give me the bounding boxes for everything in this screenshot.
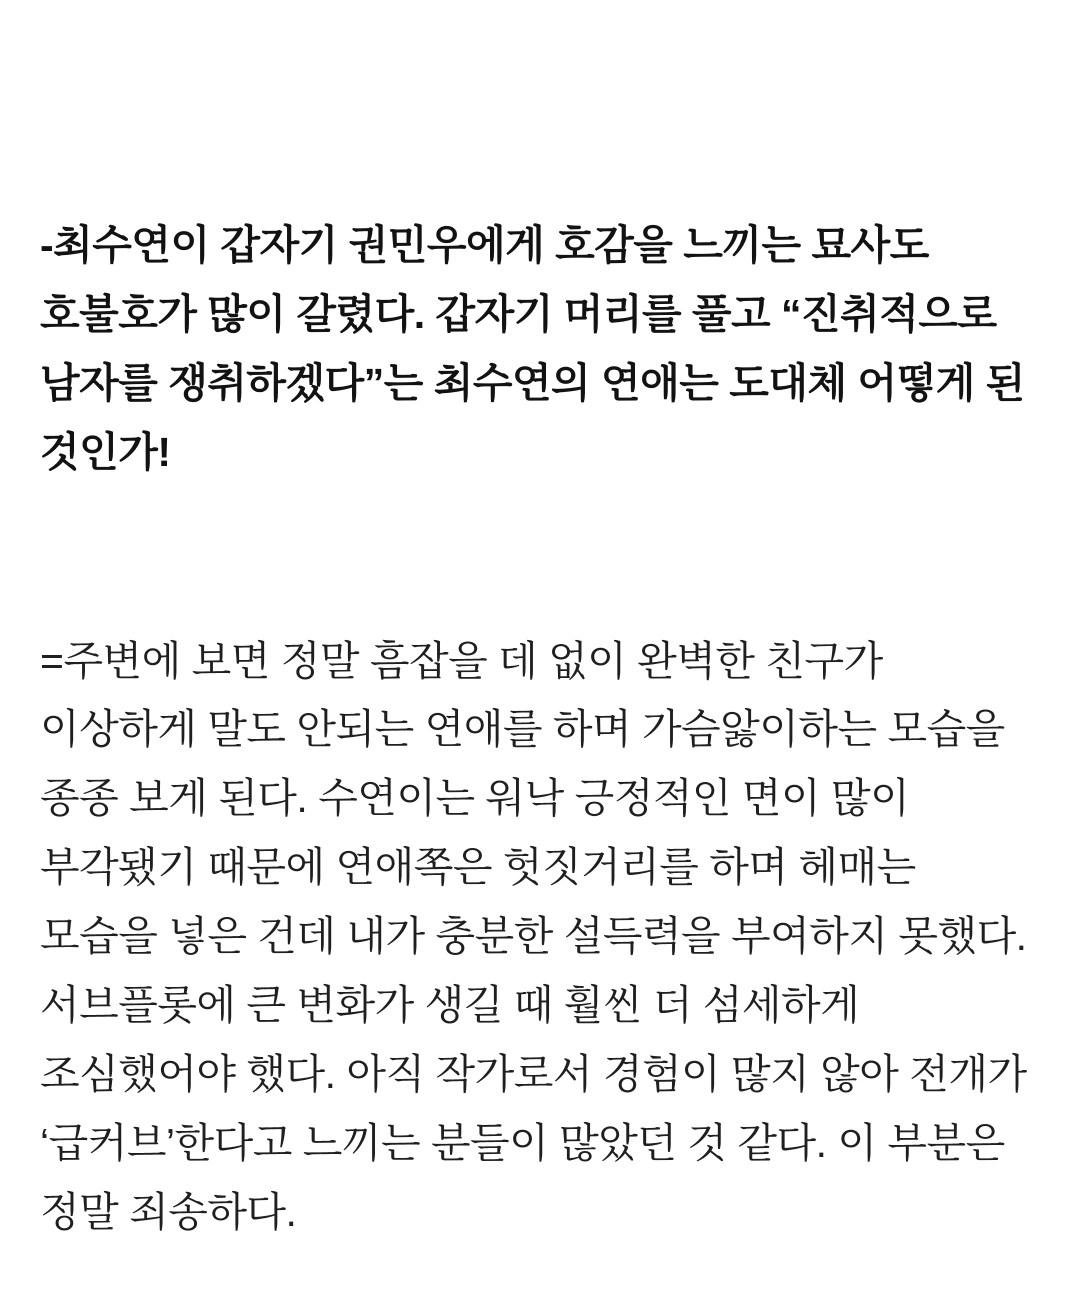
interview-question-paragraph: -최수연이 갑자기 권민우에게 호감을 느끼는 묘사도 호불호가 많이 갈렸다. 갑자기 머리를 풀고 “진취적으로 남자를 쟁취하겠다”는 최수연의 연애는 도대체 어떻게 된 것인가!	[40, 222, 1025, 475]
paragraph-spacer	[40, 528, 1038, 586]
interview-answer-paragraph: =주변에 보면 정말 흠잡을 데 없이 완벽한 친구가 이상하게 말도 안되는 연애를 하며 가슴앓이하는 모습을 종종 보게 된다. 수연이는 워낙 긍정적인 면이 많이 부각됐기 때문에 연애쪽은 헛짓거리를 하며 헤매는 모습을 넣은 건데 내가 충분한 설득력을 부여하지 못했다. 서브플롯에 큰 변화가 생길 때 훨씬 더 섬세하게 조심했어야 했다. 아직 작가로서 경험이 많지 않아 전개가 ‘급커브’한다고 느끼는 분들이 많았던 것 같다. 이 부분은 정말 죄송하다.	[40, 637, 1027, 1235]
